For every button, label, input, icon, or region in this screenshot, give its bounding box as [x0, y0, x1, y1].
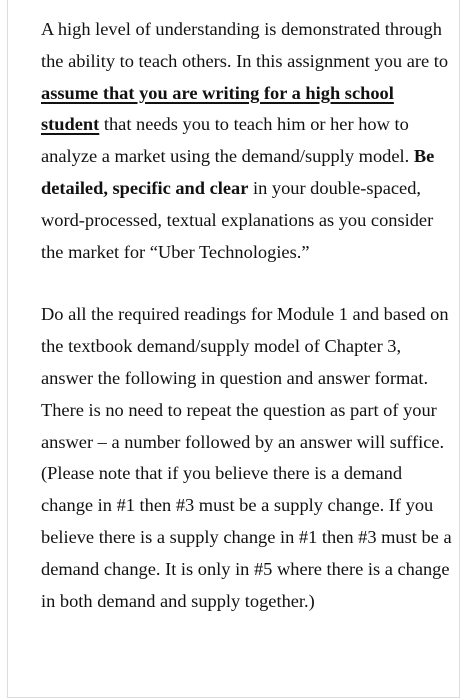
- intro-text: A high level of understanding is demonstrated through the ability to teach others. In this assignment you are to: [41, 19, 449, 71]
- emphasis-audience: assume that you are writing for a high school student: [41, 82, 394, 135]
- paragraph-instructions: Do all the required readings for Module 1 and based on the textbook demand/supply model of Chapter 3, answer the following in question and answer format. There is no need to repeat the question as part of your answer – a number followed by an answer will suffice. (Please note that if you believe there is a demand change in #1 then #3 must be a supply change. If you believe there is a supply change in #1 then #3 must be a demand change. It is only in #5 where there is a change in both demand and supply together.): [41, 304, 452, 611]
- paragraph-intro: [41, 14, 453, 268]
- document-body: [41, 14, 453, 617]
- document-frame: [7, 0, 460, 698]
- intro-text-end: in your double-spaced, word-processed, textual explanations as you consider the market for “Uber Technologies.”: [41, 177, 434, 262]
- emphasis-detail: Be detailed, specific and clear: [41, 146, 435, 198]
- intro-text-continued: that needs you to teach him or her how to analyze a market using the demand/supply model.: [41, 114, 414, 167]
